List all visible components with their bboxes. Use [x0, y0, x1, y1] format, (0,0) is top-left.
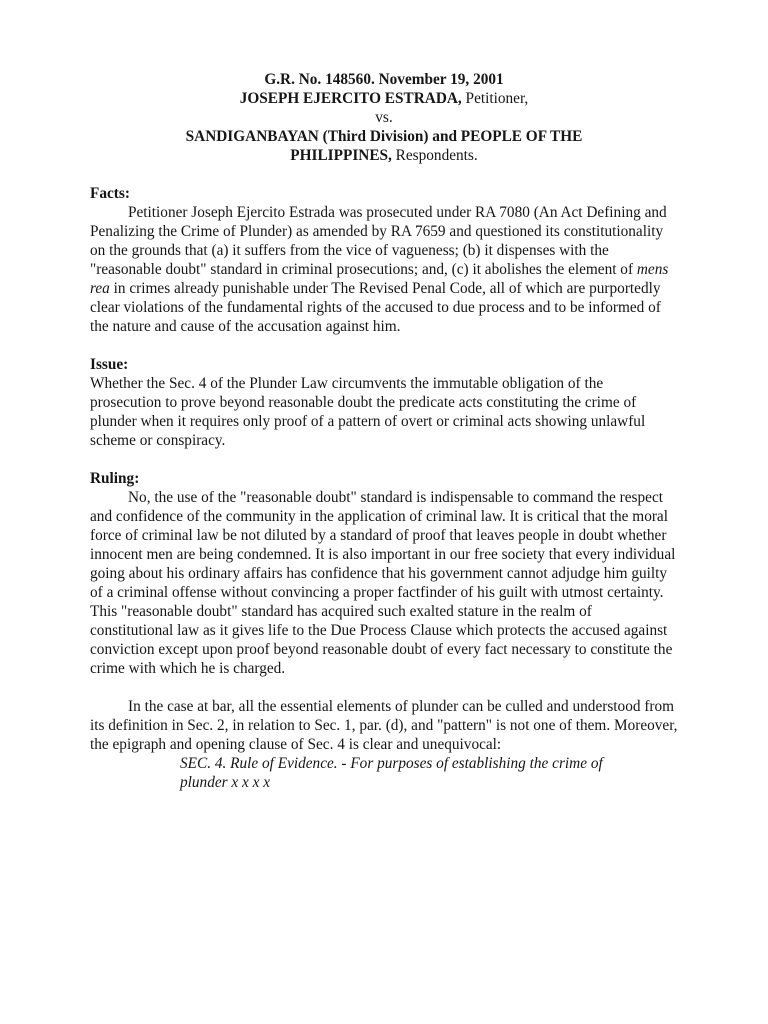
document-body: [90, 70, 678, 792]
quote-line-2: plunder x x x x: [180, 774, 271, 791]
facts-text-after: in crimes already punishable under The Revised Penal Code, all of which are purportedly clear violations of the fundamental rights of the accused to due process and to be informed of the nature and cause of the accusation against him.: [90, 280, 661, 335]
petitioner-name: JOSEPH EJERCITO ESTRADA,: [239, 90, 462, 107]
facts-text-italic: mens rea: [90, 261, 669, 297]
respondent-line-2: [90, 146, 678, 165]
ruling-heading: Ruling:: [90, 470, 140, 487]
facts-section: [90, 184, 678, 336]
quote-line-1: SEC. 4. Rule of Evidence. - For purposes of establishing the crime of: [180, 755, 603, 772]
facts-text-before: Petitioner Joseph Ejercito Estrada was prosecuted under RA 7080 (An Act Defining and Penalizing the Crime of Plunder) as amended by RA 7659 and questioned its constitutionality on the grounds that (a) it suffers from the vice of vagueness; (b) it dispenses with the "reasonable doubt" standard in criminal prosecutions; and, (c) it abolishes the element of: [90, 204, 667, 278]
issue-paragraph: Whether the Sec. 4 of the Plunder Law circumvents the immutable obligation of the prosecution to prove beyond reasonable doubt the predicate acts constituting the crime of plunder when it requires only proof of a pattern of overt or criminal acts showing unlawful scheme or conspiracy.: [90, 375, 646, 449]
ruling-section: [90, 469, 678, 792]
respondent-role: Respondents.: [391, 147, 478, 164]
facts-heading: Facts:: [90, 185, 130, 202]
case-header: [90, 70, 678, 165]
petitioner-line: [90, 89, 678, 108]
versus-text: vs.: [375, 109, 393, 126]
case-number: G.R. No. 148560. November 19, 2001: [264, 71, 504, 88]
petitioner-role: Petitioner,: [461, 90, 529, 107]
respondent-line-1: SANDIGANBAYAN (Third Division) and PEOPLE OF THE: [185, 128, 583, 145]
facts-paragraph: [90, 203, 678, 336]
issue-section: [90, 355, 678, 450]
ruling-paragraph-1: No, the use of the "reasonable doubt" standard is indispensable to command the respect and confidence of the community in the application of criminal law. It is critical that the moral force of criminal law be not diluted by a standard of proof that leaves people in doubt whether innocent men are being condemned. It is also important in our free society that every individual going about his ordinary affairs has confidence that his government cannot adjudge him guilty of a criminal offense without convincing a proper factfinder of his guilt with utmost certainty. This "reasonable doubt" standard has acquired such exalted stature in the realm of constitutional law as it gives life to the Due Process Clause which protects the accused against conviction except upon proof beyond reasonable doubt of every fact necessary to constitute the crime with which he is charged.: [90, 489, 676, 677]
issue-heading: Issue:: [90, 356, 129, 373]
statute-quote: [90, 754, 678, 792]
respondent-name-end: PHILIPPINES,: [290, 147, 392, 164]
ruling-paragraph-2: In the case at bar, all the essential elements of plunder can be culled and understood from its definition in Sec. 2, in relation to Sec. 1, par. (d), and "pattern" is not one of them. Moreover, the epigraph and opening clause of Sec. 4 is clear and unequivocal:: [90, 698, 678, 753]
